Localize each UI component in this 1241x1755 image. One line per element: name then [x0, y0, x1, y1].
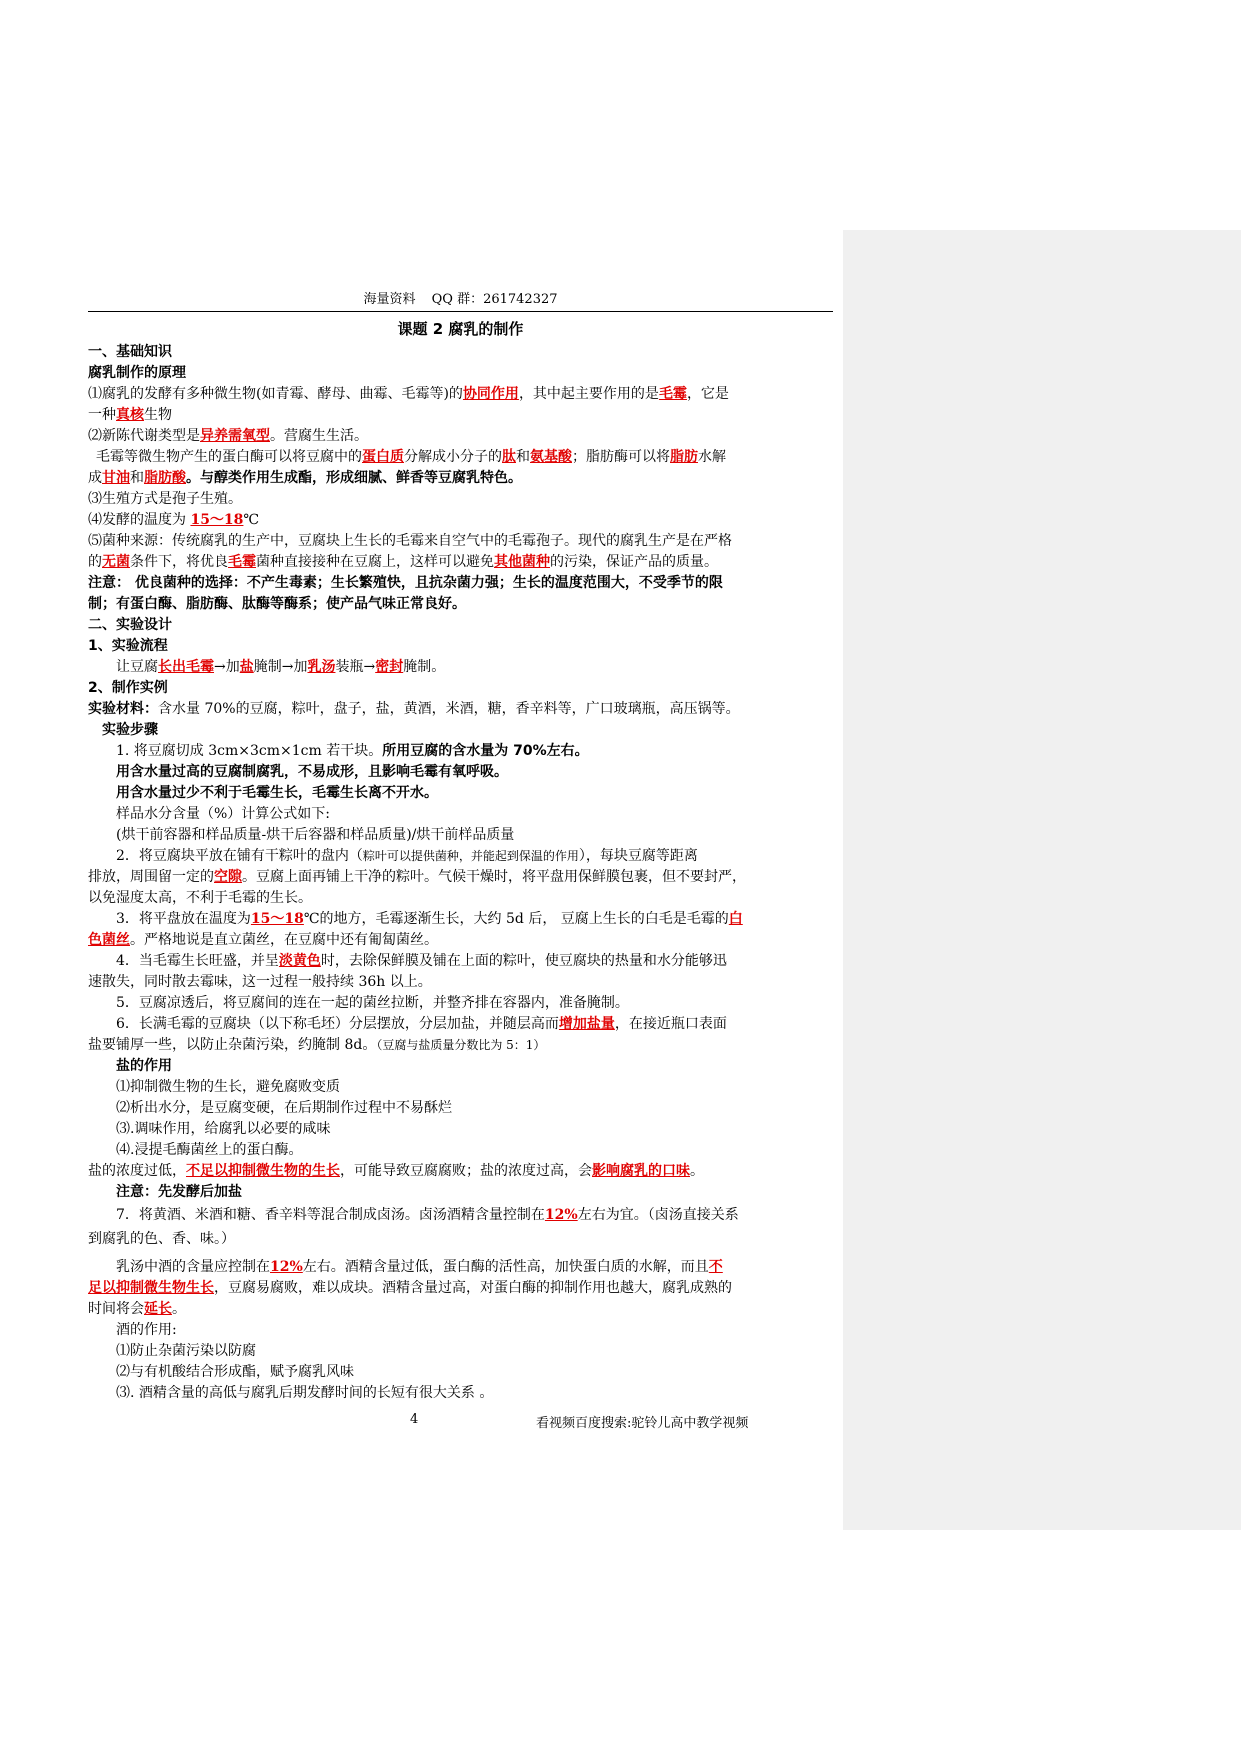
subsection-heading: 2、制作实例 — [88, 680, 168, 696]
wine-item: ⑴防止杂菌污染以防腐 — [116, 1343, 256, 1359]
step: 色菌丝。严格地说是直立菌丝，在豆腐中还有匍匐菌丝。 — [88, 932, 438, 948]
document-page — [88, 288, 833, 1432]
salt-item: ⑵析出水分，是豆腐变硬，在后期制作过程中不易酥烂 — [116, 1100, 452, 1116]
header-left: 海量资料 — [363, 292, 416, 307]
paragraph: 毛霉等微生物产生的蛋白酶可以将豆腐中的蛋白质分解成小分子的肽和氨基酸；脂肪酶可以将脂肪水解 — [96, 449, 726, 465]
flow-line: 让豆腐长出毛霉→加盐腌制→加乳汤装瓶→密封腌制。 — [116, 659, 446, 675]
paragraph: 成甘油和脂肪酸。与醇类作用生成酯，形成细腻、鲜香等豆腐乳特色。 — [88, 470, 522, 486]
paragraph: ⑶生殖方式是孢子生殖。 — [88, 491, 242, 507]
step: 用含水量过少不利于毛霉生长，毛霉生长离不开水。 — [116, 785, 438, 801]
paragraph: ⑵新陈代谢类型是异养需氧型。营腐生生活。 — [88, 428, 368, 444]
materials: 实验材料：含水量 70%的豆腐，粽叶，盘子，盐，黄酒，米酒，糖，香辛料等，广口玻璃瓶，高压锅等。 — [88, 701, 740, 717]
page-number: 4 — [410, 1412, 419, 1427]
step: 样品水分含量（%）计算公式如下: — [116, 806, 331, 822]
step: 以免湿度太高，不利于毛霉的生长。 — [88, 890, 312, 906]
paragraph: 盐的浓度过低，不足以抑制微生物的生长，可能导致豆腐腐败；盐的浓度过高，会影响腐乳的口味。 — [88, 1163, 704, 1179]
comment-pane — [843, 230, 1241, 1530]
wine-item: ⑵与有机酸结合形成酯，赋予腐乳风味 — [116, 1364, 354, 1380]
paragraph: 乳汤中酒的含量应控制在12%左右。酒精含量过低，蛋白酶的活性高，加快蛋白质的水解，而且不 — [116, 1259, 723, 1275]
subsection-heading: 1、实验流程 — [88, 638, 168, 654]
wine-item: ⑶. 酒精含量的高低与腐乳后期发酵时间的长短有很大关系 。 — [116, 1385, 494, 1401]
page-title: 课题 2 腐乳的制作 — [397, 320, 524, 338]
section-heading: 二、实验设计 — [88, 617, 172, 633]
step: 盐要铺厚一些，以防止杂菌污染，约腌制 8d。（豆腐与盐质量分数比为 5：1） — [88, 1037, 546, 1053]
note: 注意：先发酵后加盐 — [116, 1184, 242, 1200]
header-right: QQ 群：261742327 — [431, 292, 558, 307]
page-header — [88, 288, 833, 312]
salt-title: 盐的作用 — [116, 1058, 172, 1074]
step: 5．豆腐凉透后，将豆腐间的连在一起的菌丝拉断，并整齐排在容器内，准备腌制。 — [116, 995, 629, 1011]
salt-item: ⑴抑制微生物的生长，避免腐败变质 — [116, 1079, 340, 1095]
paragraph: 时间将会延长。 — [88, 1301, 186, 1317]
section-heading: 一、基础知识 — [88, 344, 172, 360]
paragraph: 的无菌条件下，将优良毛霉菌种直接接种在豆腐上，这样可以避免其他菌种的污染，保证产品的质量。 — [88, 554, 718, 570]
paragraph: ⑴腐乳的发酵有多种微生物(如青霉、酵母、曲霉、毛霉等)的协同作用，其中起主要作用的是毛霉，它是 — [88, 386, 729, 402]
footer-text: 看视频百度搜索:驼铃儿高中教学视频 — [536, 1416, 749, 1431]
paragraph: 足以抑制微生物生长，豆腐易腐败，难以成块。酒精含量过高，对蛋白酶的抑制作用也越大，腐乳成熟的 — [88, 1280, 732, 1296]
note: 制；有蛋白酶、脂肪酶、肽酶等酶系；使产品气味正常良好。 — [88, 596, 466, 612]
step: 4．当毛霉生长旺盛，并呈淡黄色时，去除保鲜膜及铺在上面的粽叶，使豆腐块的热量和水分能够迅 — [116, 953, 727, 969]
subsection-heading: 腐乳制作的原理 — [88, 365, 186, 381]
step: 速散失，同时散去霉味，这一过程一般持续 36h 以上。 — [88, 974, 432, 990]
wine-title: 酒的作用: — [116, 1322, 177, 1338]
step: 1. 将豆腐切成 3cm×3cm×1cm 若干块。所用豆腐的含水量为 70%左右。 — [116, 743, 589, 759]
paragraph: ⑸菌种来源：传统腐乳的生产中，豆腐块上生长的毛霉来自空气中的毛霉孢子。现代的腐乳生产是在严格 — [88, 533, 732, 549]
step: 2．将豆腐块平放在铺有干粽叶的盘内（粽叶可以提供菌种，并能起到保温的作用），每块豆腐等距离 — [116, 848, 698, 864]
step: 3．将平盘放在温度为15～18℃的地方，毛霉逐渐生长，大约 5d 后， 豆腐上生长的白毛是毛霉的白 — [116, 911, 743, 927]
step: 7．将黄酒、米酒和糖、香辛料等混合制成卤汤。卤汤酒精含量控制在12%左右为宜。（卤汤直接关系 — [116, 1207, 739, 1223]
step: 到腐乳的色、香、味。） — [88, 1231, 235, 1247]
paragraph: 一种真核生物 — [88, 407, 172, 423]
page-footer — [88, 1412, 833, 1432]
note: 注意： 优良菌种的选择：不产生毒素；生长繁殖快，且抗杂菌力强；生长的温度范围大，不受季节的限 — [88, 575, 723, 591]
step: (烘干前容器和样品质量-烘干后容器和样品质量)/烘干前样品质量 — [116, 827, 515, 843]
step: 用含水量过高的豆腐制腐乳，不易成形，且影响毛霉有氧呼吸。 — [116, 764, 508, 780]
salt-item: ⑷.浸提毛酶菌丝上的蛋白酶。 — [116, 1142, 303, 1158]
salt-item: ⑶.调味作用，给腐乳以必要的咸味 — [116, 1121, 331, 1137]
step: 排放，周围留一定的空隙。豆腐上面再铺上干净的粽叶。气候干燥时，将平盘用保鲜膜包裹，但不要封严， — [88, 869, 746, 885]
paragraph: ⑷发酵的温度为 15～18℃ — [88, 512, 260, 528]
steps-label: 实验步骤 — [102, 722, 158, 738]
step: 6．长满毛霉的豆腐块（以下称毛坯）分层摆放，分层加盐，并随层高而增加盐量，在接近瓶口表面 — [116, 1016, 727, 1032]
